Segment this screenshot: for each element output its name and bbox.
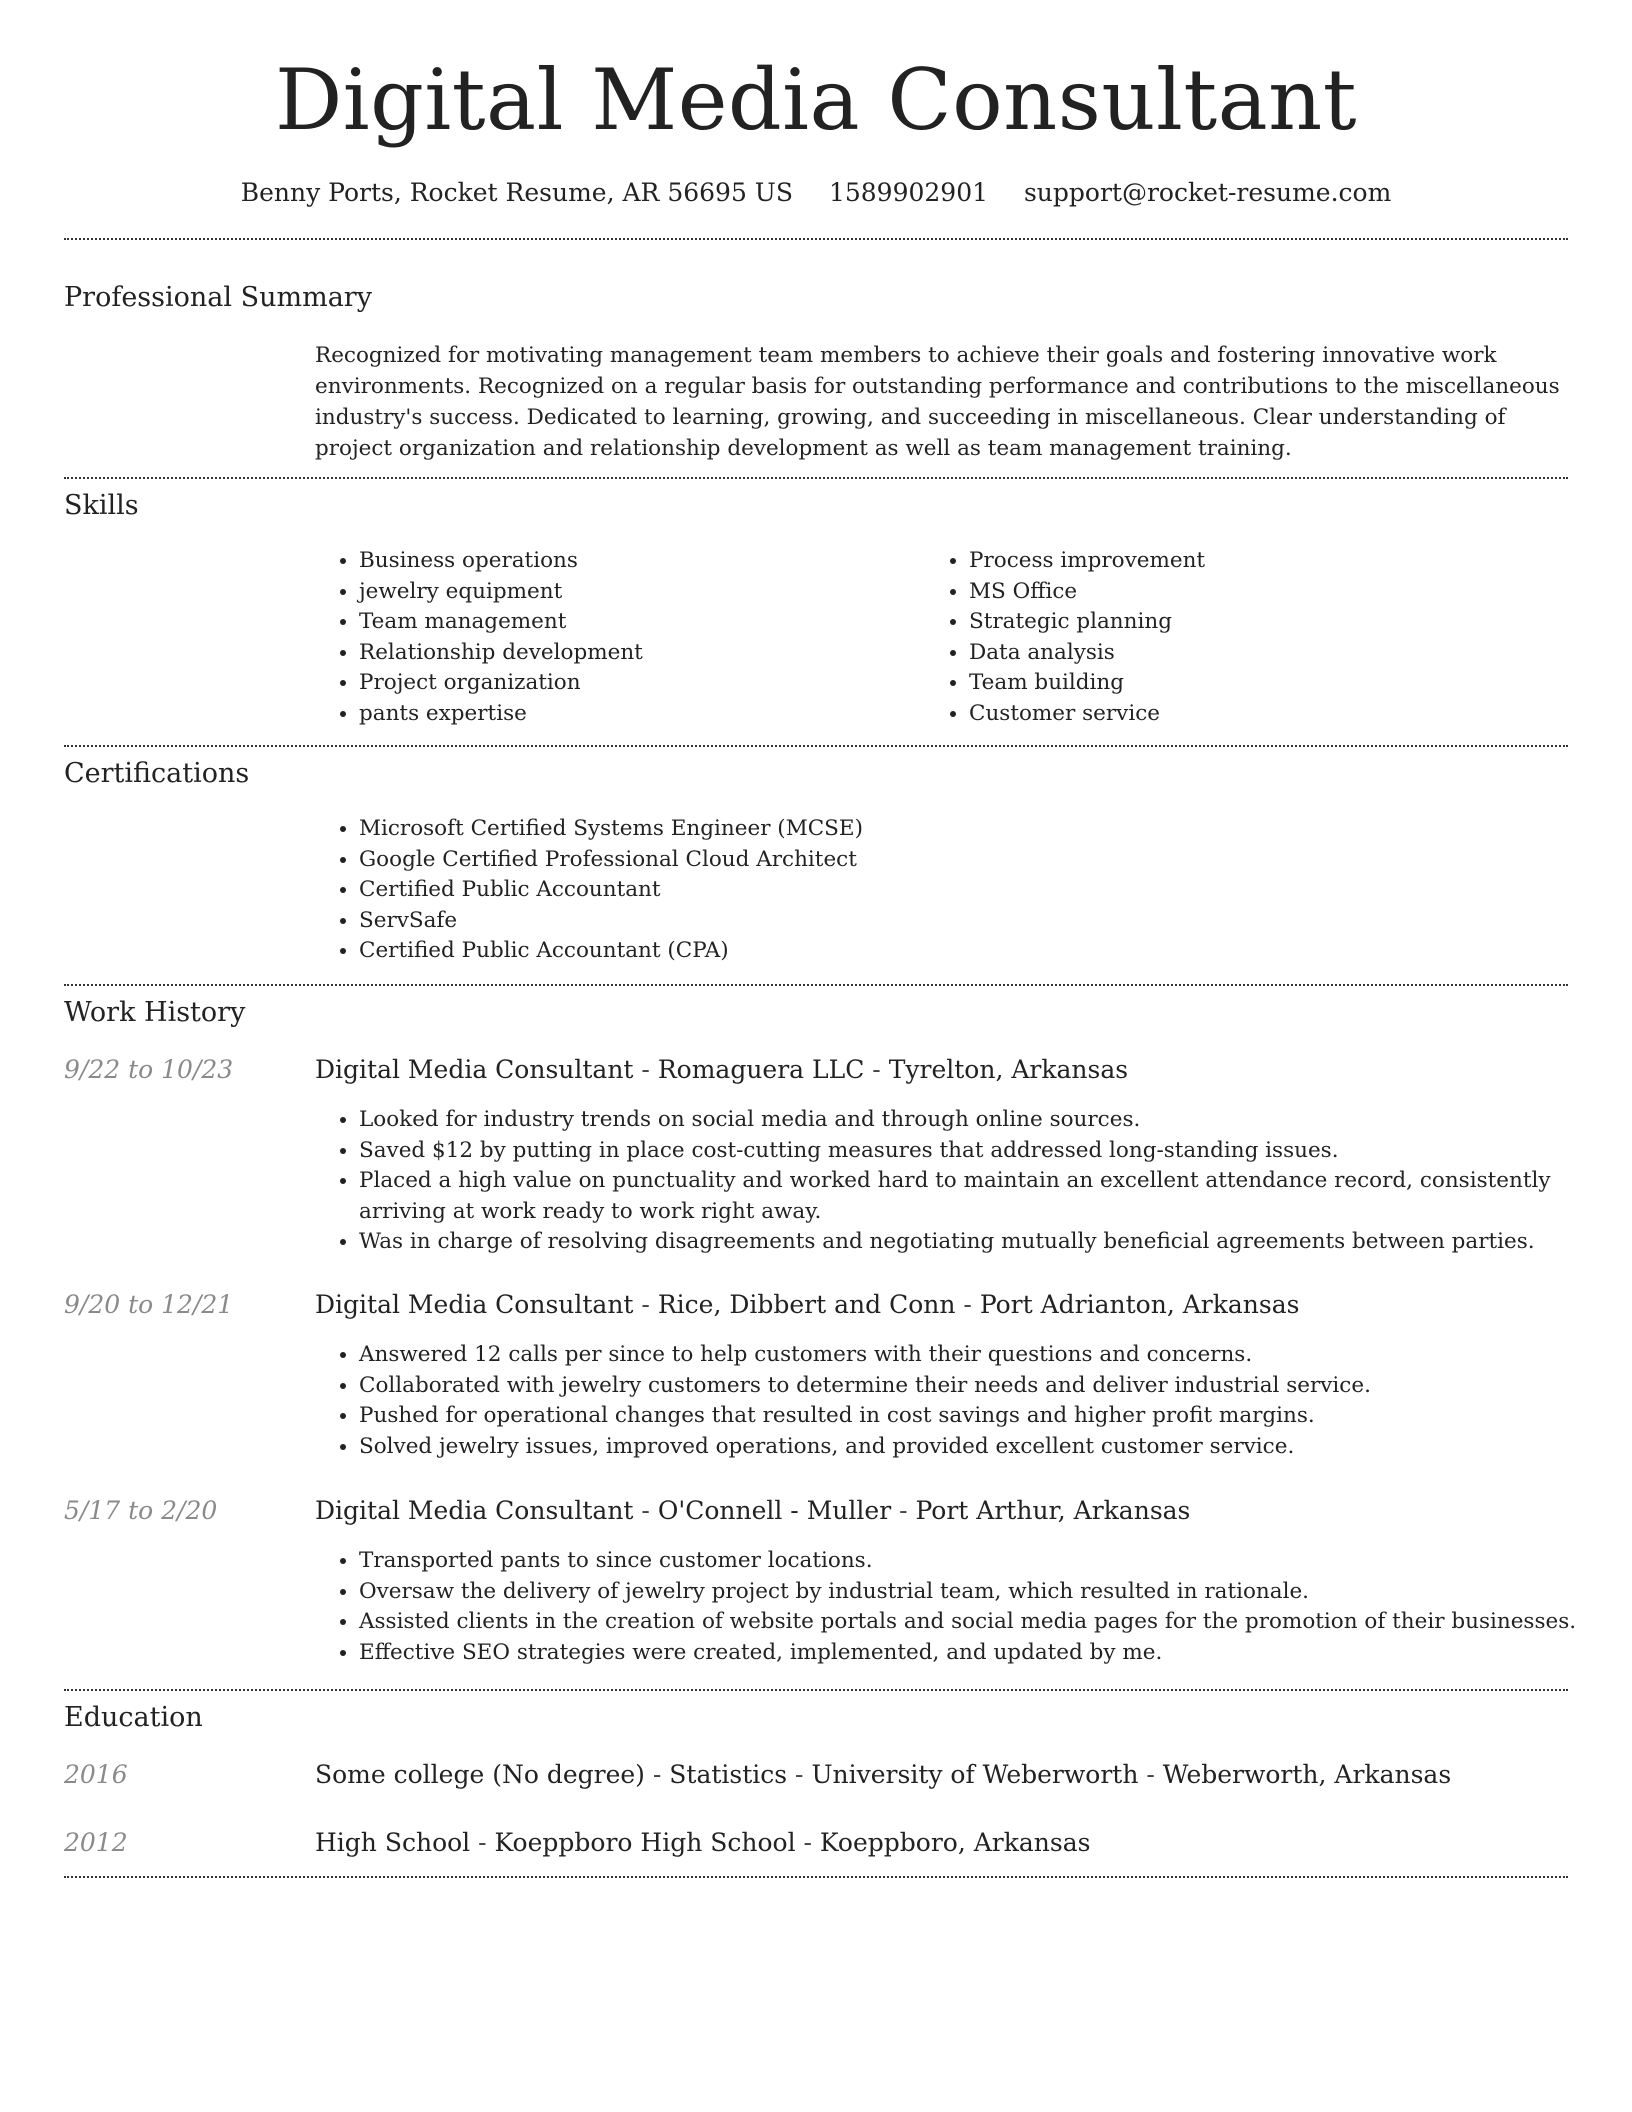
education-degree: High School (315, 1828, 471, 1857)
job-bullet: • Pushed for operational changes that resulted in cost savings and higher profit margins. (359, 1401, 1589, 1432)
skill-item: • Team management (359, 607, 919, 638)
education-year: 2012 (64, 1828, 128, 1857)
skill-item: • Customer service (969, 699, 1569, 730)
job-bullet: • Oversaw the delivery of jewelry project by industrial team, which resulted in rationale. (359, 1577, 1589, 1608)
job-bullet: • Placed a high value on punctuality and worked hard to maintain an excellent attendance record, consistently arriving at work ready to work right away. (359, 1166, 1589, 1227)
education-school: Koeppboro High School (494, 1828, 796, 1857)
job-location: Port Arthur, Arkansas (915, 1496, 1191, 1525)
section-title-summary: Professional Summary (64, 282, 372, 313)
skill-item: • Project organization (359, 668, 919, 699)
education-degree: Some college (No degree) (315, 1760, 645, 1789)
contact-email: support@rocket-resume.com (1023, 178, 1392, 207)
job-heading (315, 1053, 1128, 1087)
separator: - (891, 1496, 916, 1525)
education-location: Weberworth, Arkansas (1162, 1760, 1452, 1789)
job-bullet: • Collaborated with jewelry customers to determine their needs and deliver industrial service. (359, 1371, 1589, 1402)
job-bullet: • Assisted clients in the creation of website portals and social media pages for the promotion of their businesses. (359, 1607, 1589, 1638)
section-divider (64, 1876, 1568, 1878)
contact-address: Benny Ports, Rocket Resume, AR 56695 US (240, 178, 793, 207)
skills-list-right (925, 546, 1569, 730)
separator: - (633, 1290, 658, 1319)
certification-item: • Certified Public Accountant (CPA) (359, 936, 1559, 967)
separator: - (955, 1290, 980, 1319)
skill-item: • pants expertise (359, 699, 919, 730)
job-company: O'Connell - Muller (657, 1496, 892, 1525)
contact-line (64, 176, 1568, 210)
summary-text: Recognized for motivating management team members to achieve their goals and fostering innovative work environments. Recognized on a regular basis for outstanding performance and contributions to the miscellaneous industry's success. Dedicated to learning, growing, and succeeding in miscellaneous. Clear understanding of project organization and relationship development as well as team management training. (315, 343, 1560, 461)
education-heading (315, 1826, 1090, 1860)
job-bullet: • Looked for industry trends on social media and through online sources. (359, 1105, 1589, 1136)
skill-item: • Relationship development (359, 638, 919, 669)
certification-item: • Microsoft Certified Systems Engineer (MCSE) (359, 814, 1559, 845)
separator: - (633, 1055, 658, 1084)
education-field: Statistics (669, 1760, 788, 1789)
separator: - (795, 1828, 820, 1857)
separator: - (470, 1828, 495, 1857)
job-title: Digital Media Consultant (315, 1496, 634, 1525)
skill-item: • Business operations (359, 546, 919, 577)
job-dates: 9/22 to 10/23 (64, 1055, 234, 1084)
separator: - (1138, 1760, 1163, 1789)
education-year: 2016 (64, 1760, 128, 1789)
education-heading (315, 1758, 1451, 1792)
job-company: Rice, Dibbert and Conn (657, 1290, 956, 1319)
job-heading (315, 1288, 1299, 1322)
skill-item: • MS Office (969, 577, 1569, 608)
contact-phone: 1589902901 (828, 178, 989, 207)
section-divider (64, 984, 1568, 986)
skills-list-left (315, 546, 919, 730)
section-divider (64, 1689, 1568, 1691)
education-school: University of Weberworth (811, 1760, 1139, 1789)
section-divider (64, 745, 1568, 747)
job-bullet: • Saved $12 by putting in place cost-cutting measures that addressed long-standing issues. (359, 1136, 1589, 1167)
certification-item: • ServSafe (359, 906, 1559, 937)
separator: - (787, 1760, 812, 1789)
skill-item: • Strategic planning (969, 607, 1569, 638)
section-title-skills: Skills (64, 490, 139, 521)
job-dates: 5/17 to 2/20 (64, 1496, 218, 1525)
skill-item: • Team building (969, 668, 1569, 699)
education-location: Koeppboro, Arkansas (819, 1828, 1091, 1857)
separator: - (644, 1760, 670, 1789)
job-dates: 9/20 to 12/21 (64, 1290, 234, 1319)
job-bullet: • Transported pants to since customer locations. (359, 1546, 1589, 1577)
skill-item: • jewelry equipment (359, 577, 919, 608)
skill-item: • Process improvement (969, 546, 1569, 577)
section-divider (64, 238, 1568, 240)
section-title-work: Work History (64, 997, 246, 1028)
certifications-list (315, 814, 1559, 967)
skill-item: • Data analysis (969, 638, 1569, 669)
separator: - (864, 1055, 889, 1084)
resume-header (64, 48, 1568, 210)
job-title: Digital Media Consultant (315, 1055, 634, 1084)
job-bullet: • Answered 12 calls per since to help customers with their questions and concerns. (359, 1340, 1589, 1371)
job-location: Port Adrianton, Arkansas (979, 1290, 1300, 1319)
job-bullet: • Solved jewelry issues, improved operations, and provided excellent customer service. (359, 1432, 1589, 1463)
section-title-certifications: Certifications (64, 758, 250, 789)
job-heading (315, 1494, 1190, 1528)
certification-item: • Google Certified Professional Cloud Architect (359, 845, 1559, 876)
job-bullets (315, 1546, 1589, 1668)
job-company: Romaguera LLC (657, 1055, 865, 1084)
job-bullets (315, 1105, 1589, 1258)
certification-item: • Certified Public Accountant (359, 875, 1559, 906)
separator: - (633, 1496, 658, 1525)
job-bullets (315, 1340, 1589, 1462)
job-title: Digital Media Consultant (315, 1290, 634, 1319)
page-title: Digital Media Consultant (274, 51, 1358, 149)
job-bullet: • Was in charge of resolving disagreements and negotiating mutually beneficial agreements between parties. (359, 1227, 1589, 1258)
job-bullet: • Effective SEO strategies were created, implemented, and updated by me. (359, 1638, 1589, 1669)
job-location: Tyrelton, Arkansas (888, 1055, 1129, 1084)
section-title-education: Education (64, 1702, 203, 1733)
section-divider (64, 477, 1568, 479)
